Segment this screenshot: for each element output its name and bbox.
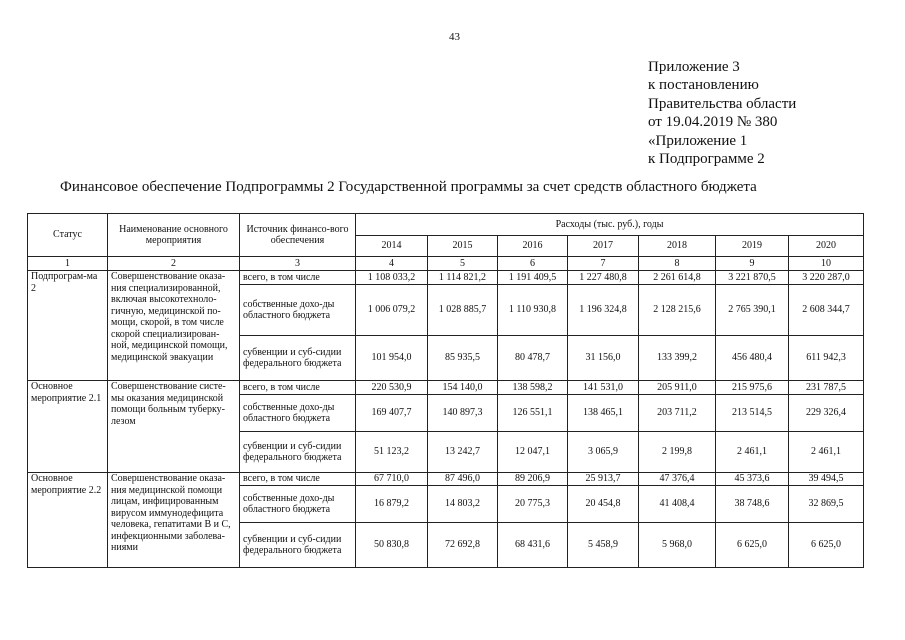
document-title: Финансовое обеспечение Подпрограммы 2 Государственной программы за счет средств областного бюджета <box>60 179 757 195</box>
source-cell: всего, в том числе <box>240 381 356 395</box>
value-cell: 5 968,0 <box>639 523 716 568</box>
activity-name-cell: Совершенствование систе-мы оказания медицинской помощи больным туберку-лезом <box>108 381 240 473</box>
value-cell: 3 221 870,5 <box>716 271 789 285</box>
column-number: 2 <box>108 257 240 271</box>
header-year: 2014 <box>356 236 428 257</box>
value-cell: 67 710,0 <box>356 473 428 486</box>
header-expenses: Расходы (тыс. руб.), годы <box>356 214 864 236</box>
table-row <box>28 381 864 395</box>
source-cell: собственные дохо-ды областного бюджета <box>240 285 356 336</box>
source-cell: собственные дохо-ды областного бюджета <box>240 486 356 523</box>
activity-name-cell: Совершенствование оказа-ния медицинской помощи лицам, инфицированным вирусом иммунодефицита человека, гепатитами В и С, инфекционными заболева-ниями <box>108 473 240 568</box>
value-cell: 138 465,1 <box>568 395 639 432</box>
value-cell: 5 458,9 <box>568 523 639 568</box>
value-cell: 1 191 409,5 <box>498 271 568 285</box>
column-number: 5 <box>428 257 498 271</box>
header-year: 2018 <box>639 236 716 257</box>
value-cell: 611 942,3 <box>789 336 864 381</box>
value-cell: 85 935,5 <box>428 336 498 381</box>
value-cell: 51 123,2 <box>356 432 428 473</box>
value-cell: 32 869,5 <box>789 486 864 523</box>
column-number: 10 <box>789 257 864 271</box>
value-cell: 6 625,0 <box>716 523 789 568</box>
value-cell: 2 261 614,8 <box>639 271 716 285</box>
value-cell: 231 787,5 <box>789 381 864 395</box>
value-cell: 1 196 324,8 <box>568 285 639 336</box>
value-cell: 45 373,6 <box>716 473 789 486</box>
value-cell: 2 128 215,6 <box>639 285 716 336</box>
value-cell: 2 461,1 <box>789 432 864 473</box>
value-cell: 1 108 033,2 <box>356 271 428 285</box>
value-cell: 2 765 390,1 <box>716 285 789 336</box>
header-status: Статус <box>28 214 108 257</box>
column-number: 1 <box>28 257 108 271</box>
value-cell: 229 326,4 <box>789 395 864 432</box>
value-cell: 39 494,5 <box>789 473 864 486</box>
value-cell: 169 407,7 <box>356 395 428 432</box>
value-cell: 47 376,4 <box>639 473 716 486</box>
value-cell: 1 110 930,8 <box>498 285 568 336</box>
value-cell: 31 156,0 <box>568 336 639 381</box>
source-cell: субвенции и суб-сидии федерального бюджета <box>240 432 356 473</box>
appendix-line: к постановлению <box>648 77 759 94</box>
page-number: 43 <box>449 31 460 43</box>
value-cell: 1 114 821,2 <box>428 271 498 285</box>
column-number: 3 <box>240 257 356 271</box>
value-cell: 133 399,2 <box>639 336 716 381</box>
header-year: 2019 <box>716 236 789 257</box>
column-number: 7 <box>568 257 639 271</box>
value-cell: 80 478,7 <box>498 336 568 381</box>
value-cell: 141 531,0 <box>568 381 639 395</box>
value-cell: 20 454,8 <box>568 486 639 523</box>
appendix-line: Правительства области <box>648 95 797 112</box>
value-cell: 87 496,0 <box>428 473 498 486</box>
column-number: 4 <box>356 257 428 271</box>
status-cell: Основное мероприятие 2.1 <box>28 381 108 473</box>
value-cell: 2 608 344,7 <box>789 285 864 336</box>
header-year: 2017 <box>568 236 639 257</box>
appendix-line: к Подпрограмме 2 <box>648 151 765 168</box>
value-cell: 14 803,2 <box>428 486 498 523</box>
value-cell: 203 711,2 <box>639 395 716 432</box>
value-cell: 1 227 480,8 <box>568 271 639 285</box>
source-cell: всего, в том числе <box>240 271 356 285</box>
value-cell: 38 748,6 <box>716 486 789 523</box>
value-cell: 72 692,8 <box>428 523 498 568</box>
value-cell: 1 006 079,2 <box>356 285 428 336</box>
header-year: 2016 <box>498 236 568 257</box>
column-number: 6 <box>498 257 568 271</box>
appendix-block <box>648 58 796 168</box>
value-cell: 3 220 287,0 <box>789 271 864 285</box>
value-cell: 13 242,7 <box>428 432 498 473</box>
value-cell: 50 830,8 <box>356 523 428 568</box>
status-cell: Подпрограм-ма 2 <box>28 271 108 381</box>
appendix-line: «Приложение 1 <box>648 132 748 149</box>
source-cell: всего, в том числе <box>240 473 356 486</box>
table-row <box>28 473 864 486</box>
header-year: 2020 <box>789 236 864 257</box>
value-cell: 89 206,9 <box>498 473 568 486</box>
status-cell: Основное мероприятие 2.2 <box>28 473 108 568</box>
financing-table <box>27 213 864 568</box>
source-cell: субвенции и суб-сидии федерального бюджета <box>240 523 356 568</box>
value-cell: 101 954,0 <box>356 336 428 381</box>
value-cell: 140 897,3 <box>428 395 498 432</box>
value-cell: 3 065,9 <box>568 432 639 473</box>
column-number: 8 <box>639 257 716 271</box>
value-cell: 2 461,1 <box>716 432 789 473</box>
table-row <box>28 271 864 285</box>
header-year: 2015 <box>428 236 498 257</box>
source-cell: субвенции и суб-сидии федерального бюджета <box>240 336 356 381</box>
value-cell: 1 028 885,7 <box>428 285 498 336</box>
value-cell: 138 598,2 <box>498 381 568 395</box>
column-number: 9 <box>716 257 789 271</box>
value-cell: 16 879,2 <box>356 486 428 523</box>
activity-name-cell: Совершенствование оказа-ния специализированной, включая высокотехноло-гичную, медицинской по-мощи, скорой, в том числе скорой специализирован-ной, медицинской помощи, медицинской эвакуации <box>108 271 240 381</box>
appendix-line: от 19.04.2019 № 380 <box>648 114 778 131</box>
header-source: Источник финансо-вого обеспечения <box>240 214 356 257</box>
column-number-row <box>28 257 864 271</box>
value-cell: 213 514,5 <box>716 395 789 432</box>
source-cell: собственные дохо-ды областного бюджета <box>240 395 356 432</box>
value-cell: 220 530,9 <box>356 381 428 395</box>
value-cell: 2 199,8 <box>639 432 716 473</box>
appendix-line: Приложение 3 <box>648 59 740 75</box>
value-cell: 6 625,0 <box>789 523 864 568</box>
value-cell: 25 913,7 <box>568 473 639 486</box>
value-cell: 41 408,4 <box>639 486 716 523</box>
value-cell: 68 431,6 <box>498 523 568 568</box>
header-name: Наименование основного мероприятия <box>108 214 240 257</box>
value-cell: 12 047,1 <box>498 432 568 473</box>
value-cell: 205 911,0 <box>639 381 716 395</box>
value-cell: 456 480,4 <box>716 336 789 381</box>
value-cell: 154 140,0 <box>428 381 498 395</box>
header-row <box>28 214 864 236</box>
value-cell: 215 975,6 <box>716 381 789 395</box>
value-cell: 20 775,3 <box>498 486 568 523</box>
value-cell: 126 551,1 <box>498 395 568 432</box>
